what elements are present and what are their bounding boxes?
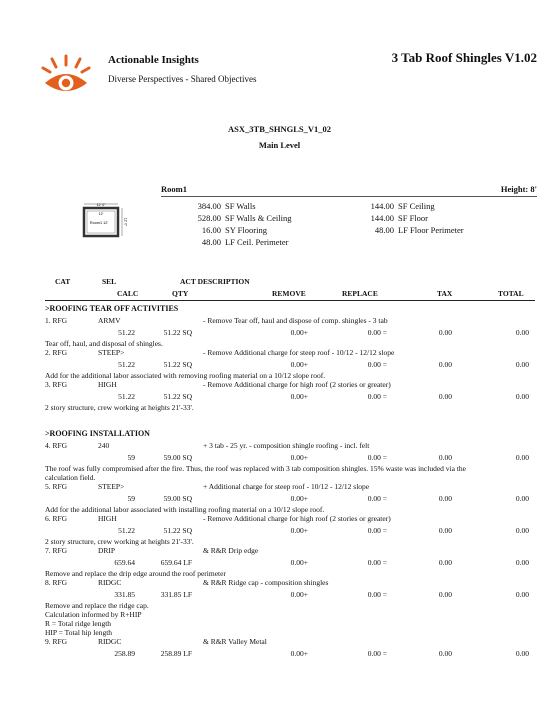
item-remove: 0.00+	[290, 453, 308, 462]
item-tax: 0.00	[438, 649, 452, 658]
item-total: 0.00	[515, 392, 529, 401]
item-selector: STEEP>	[98, 348, 125, 357]
item-number: 7. RFG	[45, 546, 68, 555]
item-quantity: 51.22 SQ	[163, 360, 192, 369]
item-description: & R&R Valley Metal	[203, 637, 267, 646]
measurement: 384.00 SF Walls	[197, 201, 256, 211]
item-tax: 0.00	[438, 590, 452, 599]
item-calc: 331.85	[114, 590, 135, 599]
item-quantity: 59.00 SQ	[163, 453, 192, 462]
item-description: - Remove Additional charge for high roof (2 stories or greater)	[203, 514, 391, 523]
item-tax: 0.00	[438, 453, 452, 462]
item-description: + Additional charge for steep roof - 10/12 - 12/12 slope	[203, 482, 370, 491]
header-calc: CALC	[117, 289, 139, 298]
item-quantity: 331.85 LF	[160, 590, 192, 599]
header-replace: REPLACE	[342, 289, 378, 298]
item-calc: 59	[127, 494, 135, 503]
item-note: The roof was fully compromised after the fire. Thus, the roof was replaced with 3 tab composition shingles. 15% waste was included via the	[45, 464, 466, 473]
item-calc: 51.22	[118, 328, 135, 337]
item-selector: HIGH	[98, 380, 117, 389]
sketch-dim-side: 12' 0"	[123, 217, 128, 227]
header-act-description: ACT DESCRIPTION	[180, 277, 250, 286]
header-total: TOTAL	[498, 289, 524, 298]
item-description: - Remove Tear off, haul and dispose of comp. shingles - 3 tab	[203, 316, 388, 325]
item-note: HIP = Total hip length	[45, 628, 113, 637]
item-tax: 0.00	[438, 558, 452, 567]
item-total: 0.00	[515, 590, 529, 599]
item-calc: 59	[127, 453, 135, 462]
item-total: 0.00	[515, 649, 529, 658]
item-selector: DRIP	[98, 546, 116, 555]
item-note: Tear off, haul, and disposal of shingles.	[45, 339, 163, 348]
measurement: 48.00 LF Floor Perimeter	[374, 225, 464, 235]
item-selector: 240	[98, 441, 110, 450]
item-description: - Remove Additional charge for steep roof - 10/12 - 12/12 slope	[203, 348, 395, 357]
level-title: Main Level	[258, 140, 301, 150]
item-replace: 0.00 =	[367, 453, 387, 462]
measurement: 16.00 SY Flooring	[201, 225, 267, 235]
item-selector: STEEP>	[98, 482, 125, 491]
item-number: 5. RFG	[45, 482, 68, 491]
item-quantity: 51.22 SQ	[163, 392, 192, 401]
item-calc: 51.22	[118, 526, 135, 535]
item-selector: RIDGC	[98, 637, 122, 646]
item-replace: 0.00 =	[367, 360, 387, 369]
item-calc: 659.64	[114, 558, 135, 567]
sketch-room-label: Room1 12'	[89, 221, 109, 225]
item-number: 8. RFG	[45, 578, 68, 587]
item-description: & R&R Ridge cap - composition shingles	[203, 578, 329, 587]
item-tax: 0.00	[438, 328, 452, 337]
item-remove: 0.00+	[290, 328, 308, 337]
file-code: ASX_3TB_SHNGLS_V1_02	[228, 124, 331, 134]
document-title: 3 Tab Roof Shingles V1.02	[391, 50, 537, 65]
item-total: 0.00	[515, 558, 529, 567]
item-replace: 0.00 =	[367, 328, 387, 337]
header-sel: SEL	[102, 277, 117, 286]
item-total: 0.00	[515, 360, 529, 369]
item-note: Add for the additional labor associated with installing roofing material on a 10/12 slope roof.	[45, 505, 325, 514]
item-replace: 0.00 =	[367, 558, 387, 567]
item-note: Calculation informed by R+HIP	[45, 610, 142, 619]
item-description: + 3 tab - 25 yr. - composition shingle roofing - incl. felt	[203, 441, 370, 450]
item-number: 6. RFG	[45, 514, 68, 523]
section-title: >ROOFING INSTALLATION	[45, 429, 150, 438]
item-remove: 0.00+	[290, 360, 308, 369]
item-note: R = Total ridge length	[45, 619, 112, 628]
item-quantity: 59.00 SQ	[163, 494, 192, 503]
item-replace: 0.00 =	[367, 392, 387, 401]
header-remove: REMOVE	[272, 289, 306, 298]
item-remove: 0.00+	[290, 590, 308, 599]
item-note: Remove and replace the ridge cap.	[45, 601, 149, 610]
item-number: 3. RFG	[45, 380, 68, 389]
item-calc: 51.22	[118, 392, 135, 401]
item-remove: 0.00+	[290, 494, 308, 503]
measurement: 48.00 LF Ceil. Perimeter	[201, 237, 289, 247]
item-number: 9. RFG	[45, 637, 68, 646]
logo-eye-icon	[40, 55, 92, 97]
item-quantity: 258.89 LF	[160, 649, 192, 658]
header-rule	[45, 300, 535, 301]
item-selector: ARMV	[98, 316, 121, 325]
item-tax: 0.00	[438, 494, 452, 503]
item-total: 0.00	[515, 526, 529, 535]
item-quantity: 659.64 LF	[160, 558, 192, 567]
room-divider	[161, 196, 537, 197]
measurement: 528.00 SF Walls & Ceiling	[197, 213, 292, 223]
item-replace: 0.00 =	[367, 494, 387, 503]
item-replace: 0.00 =	[367, 590, 387, 599]
room-name: Room1	[161, 184, 187, 194]
item-total: 0.00	[515, 494, 529, 503]
item-note: calculation field.	[45, 473, 96, 482]
item-note: Remove and replace the drip edge around the roof perimeter	[45, 569, 226, 578]
item-remove: 0.00+	[290, 526, 308, 535]
item-note: 2 story structure, crew working at heights 21'-33'.	[45, 537, 194, 546]
item-note: 2 story structure, crew working at heights 21'-33'.	[45, 403, 194, 412]
brand-tagline: Diverse Perspectives - Shared Objectives	[108, 74, 257, 84]
header-cat: CAT	[55, 277, 71, 286]
item-quantity: 51.22 SQ	[163, 526, 192, 535]
item-quantity: 51.22 SQ	[163, 328, 192, 337]
item-total: 0.00	[515, 328, 529, 337]
room-sketch	[82, 201, 126, 241]
item-remove: 0.00+	[290, 392, 308, 401]
item-calc: 51.22	[118, 360, 135, 369]
item-replace: 0.00 =	[367, 649, 387, 658]
brand-title: Actionable Insights	[108, 54, 199, 66]
sketch-dim-inner: 12'	[98, 212, 104, 216]
item-selector: HIGH	[98, 514, 117, 523]
header-tax: TAX	[437, 289, 453, 298]
item-description: - Remove Additional charge for high roof (2 stories or greater)	[203, 380, 391, 389]
item-calc: 258.89	[114, 649, 135, 658]
item-number: 2. RFG	[45, 348, 68, 357]
item-number: 1. RFG	[45, 316, 68, 325]
room-height: Height: 8'	[500, 184, 537, 194]
item-tax: 0.00	[438, 360, 452, 369]
header-qty: QTY	[172, 289, 189, 298]
item-selector: RIDGC	[98, 578, 122, 587]
item-replace: 0.00 =	[367, 526, 387, 535]
item-tax: 0.00	[438, 526, 452, 535]
section-title: >ROOFING TEAR OFF ACTIVITIES	[45, 304, 179, 313]
item-remove: 0.00+	[290, 649, 308, 658]
item-tax: 0.00	[438, 392, 452, 401]
sketch-dim-top: 12' 0"	[96, 203, 106, 207]
item-number: 4. RFG	[45, 441, 68, 450]
item-note: Add for the additional labor associated with removing roofing material on a 10/12 slope roof.	[45, 371, 326, 380]
measurement: 144.00 SF Floor	[370, 213, 428, 223]
item-remove: 0.00+	[290, 558, 308, 567]
item-total: 0.00	[515, 453, 529, 462]
measurement: 144.00 SF Ceiling	[370, 201, 435, 211]
item-description: & R&R Drip edge	[203, 546, 259, 555]
